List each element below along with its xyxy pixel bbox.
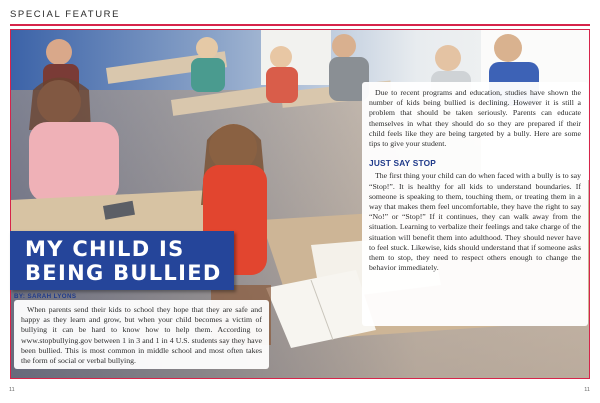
byline: BY: SARAH LYONS	[14, 293, 77, 300]
intro-paragraph: When parents send their kids to school they hope that they are safe and happy as they learn and grow, but when your child becomes a victim of bullying it can be hard to know how to help them. According to www.stopbullying.gov between 1 in 3 and 1 in 4 U.S. students say they have been bullied. This is most common in middle school and most often takes the form of social or verbal bullying.	[21, 305, 262, 366]
headline-line-1: MY CHILD IS	[25, 237, 185, 261]
page-number-right: 11	[584, 387, 590, 393]
intro-text-card	[14, 300, 269, 369]
article-text-card	[362, 82, 588, 326]
headline-line-2: BEING BULLIED	[25, 261, 222, 285]
article-paragraph-1: Due to recent programs and education, studies have shown the number of kids being bullied is declining. However it is still a problem that should be taken seriously. Parents can educate themselves in what they should do so they are prepared if their child feels like they are being targeted by a bully. Here are some tips to give your student.	[369, 88, 581, 149]
page-number-left: 11	[9, 387, 15, 393]
section-label: SPECIAL FEATURE	[10, 9, 121, 20]
headline-banner	[10, 231, 234, 290]
header-rule	[10, 24, 590, 26]
subheading: JUST SAY STOP	[369, 158, 437, 169]
article-paragraph-2: The first thing your child can do when faced with a bully is to say “Stop!”. It is healthy for all kids to understand boundaries. If someone is speaking to them, touching them, or treating them in a way that makes them feel uncomfortable, they have the right to say “No!” or “Stop!” If it continues, they can walk away from the situation. Learning to verbalize their feelings and take charge of the situation will benefit them into adulthood. They should never have to feel stuck. Likewise, kids should understand that if someone asks them to stop, they need to respect others enough to change the behavior immediately.	[369, 171, 581, 273]
